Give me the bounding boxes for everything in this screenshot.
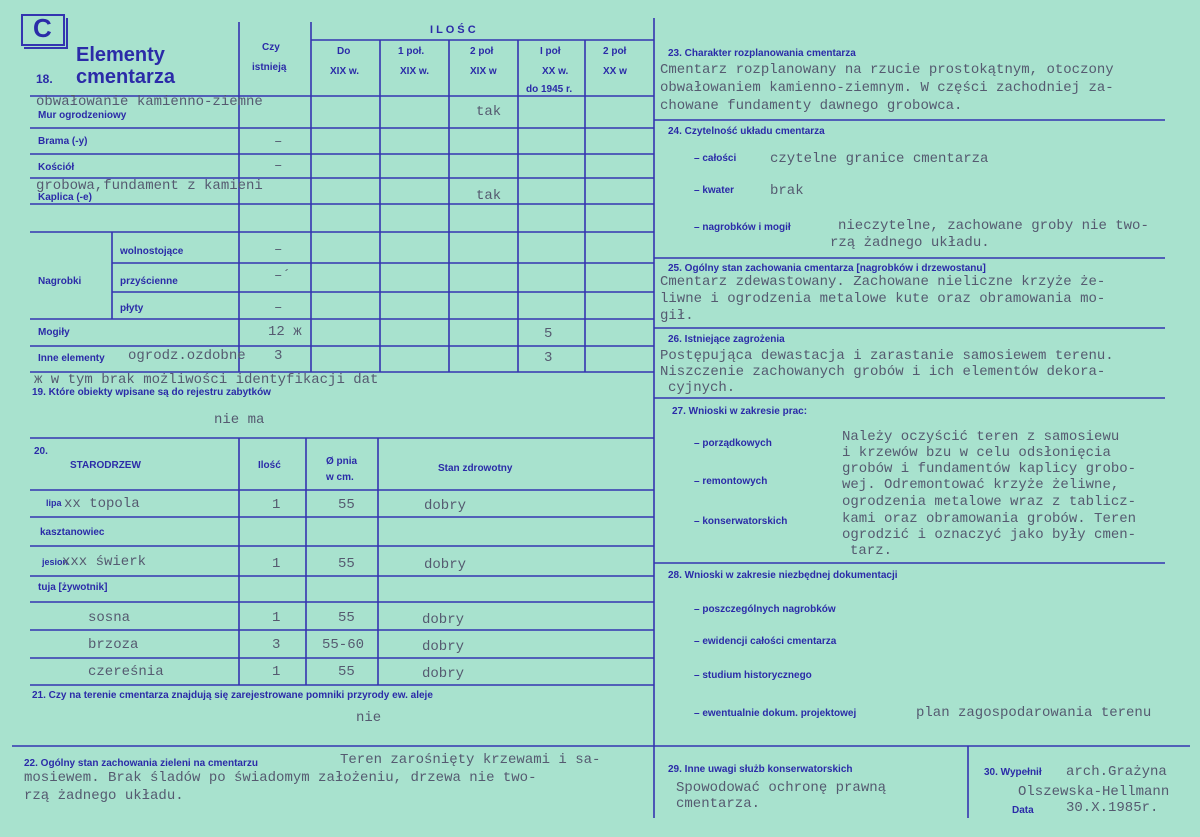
plyty-czy: – <box>274 300 283 316</box>
section-18-number: 18. <box>36 72 53 86</box>
brama-czy: – <box>274 134 283 150</box>
col-2pol-xix-1: 2 poł <box>470 46 494 57</box>
s20-col-stan: Stan zdrowotny <box>438 463 513 474</box>
tree-row-species: xx topola <box>64 496 140 512</box>
s28-item3: – studium historycznego <box>694 670 812 681</box>
s20-number: 20. <box>34 446 48 457</box>
col-czy-2: istnieją <box>252 62 287 73</box>
s24-kwater-value: brak <box>770 183 804 199</box>
col-do-xix-1: Do <box>337 46 351 57</box>
inne-label: Inne elementy <box>38 353 105 364</box>
s27-line: wej. Odremontować krzyże żeliwne, <box>842 477 1120 493</box>
tree-row-trunk: 55 <box>338 497 355 513</box>
wolnostojace-label: wolnostojące <box>120 246 184 257</box>
mur-typed-value: obwałowanie kamienno-ziemne <box>36 94 263 110</box>
inne-czy: 3 <box>274 348 283 364</box>
nagrobki-label: Nagrobki <box>38 276 82 287</box>
tree-row-count: 3 <box>272 637 281 653</box>
przyscienne-czy: –´ <box>274 268 291 284</box>
przyscienne-label: przyścienne <box>120 276 178 287</box>
s27-line: kami oraz obramowania grobów. Teren <box>842 511 1137 527</box>
s30-name1: arch.Grażyna <box>1066 764 1167 780</box>
s21-label: 21. Czy na terenie cmentarza znajdują się zarejestrowane pomniki przyrody ew. aleje <box>32 690 433 701</box>
s26-line1: Postępująca dewastacja i zarastanie samosiewem terenu. <box>660 348 1114 364</box>
tree-row-species: brzoza <box>88 637 139 653</box>
s30-label: 30. Wypełnił <box>984 767 1042 778</box>
tree-row-species: czereśnia <box>88 664 164 680</box>
s22-label: 22. Ogólny stan zachowania zieleni na cmentarzu <box>24 758 258 769</box>
s24-nagrobkow-value-2: rzą żadnego układu. <box>830 235 990 251</box>
s27-line: ogrodzić i oznaczyć jako były cmen- <box>842 527 1137 543</box>
tree-row-label: kasztanowiec <box>40 527 105 538</box>
tree-row-trunk: 55 <box>338 610 355 626</box>
tree-row-species: sosna <box>88 610 131 626</box>
s27-line: i krzewów bzu w celu odsłonięcia <box>842 445 1111 461</box>
s20-col-starodrzew: STARODRZEW <box>70 460 141 471</box>
mogily-label: Mogiły <box>38 327 70 338</box>
s29-label: 29. Inne uwagi służb konserwatorskich <box>668 764 853 775</box>
col-2pol-xx-2: XX w <box>603 66 627 77</box>
s20-col-pnia-2: w cm. <box>326 472 354 483</box>
s27-remontowych: – remontowych <box>694 476 768 487</box>
kosciol-czy: – <box>274 158 283 174</box>
s29-line1: Spowodować ochronę prawną <box>676 780 887 796</box>
s24-calosci-label: – całości <box>694 153 737 164</box>
col-1pol-xx-3: do 1945 r. <box>526 84 573 95</box>
s23-line2: obwałowaniem kamienno-ziemnym. W części zachodniej za- <box>660 80 1114 96</box>
tree-row-trunk: 55-60 <box>322 637 365 653</box>
section-18-title-1: Elementy <box>76 44 165 66</box>
s28-item4-value: plan zagospodarowania terenu <box>916 705 1152 721</box>
tree-row-condition: dobry <box>424 498 467 514</box>
tree-row-trunk: 55 <box>338 664 355 680</box>
section-18-title-2: cmentarza <box>76 66 175 88</box>
ilosc-heading: I L O Ś C <box>430 24 476 36</box>
tree-row-count: 1 <box>272 610 281 626</box>
s29-line2: cmentarza. <box>676 796 761 812</box>
s25-line3: gił. <box>660 308 694 324</box>
tree-row-label: lipa <box>46 498 62 508</box>
tree-row-condition: dobry <box>422 639 465 655</box>
s25-label: 25. Ogólny stan zachowania cmentarza [nagrobków i drzewostanu] <box>668 263 986 274</box>
card-letter: C <box>33 13 52 43</box>
col-do-xix-2: XIX w. <box>330 66 360 77</box>
s24-nagrobkow-label: – nagrobków i mogił <box>694 222 791 233</box>
s22-line3: rzą żadnego układu. <box>24 788 184 804</box>
tree-row-condition: dobry <box>424 557 467 573</box>
col-2pol-xix-2: XIX w <box>470 66 497 77</box>
wolnostojace-czy: – <box>274 242 283 258</box>
brama-label: Brama (-y) <box>38 136 88 147</box>
tree-row-label: jesion <box>42 557 69 567</box>
mogily-1pol-xx: 5 <box>544 326 553 342</box>
s26-line3: cyjnych. <box>668 380 736 396</box>
s20-col-ilosc: Ilość <box>258 460 281 471</box>
s24-kwater-label: – kwater <box>694 185 735 196</box>
kosciol-label: Kościół <box>38 162 75 173</box>
tree-row-species: xxx świerk <box>62 554 147 570</box>
tree-row-count: 1 <box>272 664 281 680</box>
s19-label: 19. Które obiekty wpisane są do rejestru zabytków <box>32 387 271 398</box>
s27-line: grobów i fundamentów kaplicy grobo- <box>842 461 1137 477</box>
tree-row-label: tuja [żywotnik] <box>38 582 108 593</box>
col-czy-1: Czy <box>262 42 280 53</box>
s28-item2: – ewidencji całości cmentarza <box>694 636 837 647</box>
s27-label: 27. Wnioski w zakresie prac: <box>672 406 808 417</box>
s26-line2: Niszczenie zachowanych grobów i ich elementów dekora- <box>660 364 1106 380</box>
col-1pol-xix-2: XIX w. <box>400 66 430 77</box>
s27-line: ogrodzenia metalowe wraz z tablicz- <box>842 494 1137 510</box>
mur-label: Mur ogrodzeniowy <box>38 110 127 121</box>
s22-line1: Teren zarośnięty krzewami i sa- <box>340 752 601 768</box>
s27-porzadkowych: – porządkowych <box>694 438 772 449</box>
s30-name2: Olszewska-Hellmann <box>1018 784 1170 800</box>
mur-2pol-xix: tak <box>476 104 502 120</box>
kaplica-2pol-xix: tak <box>476 188 502 204</box>
s24-label: 24. Czytelność układu cmentarza <box>668 126 825 137</box>
s27-line: tarz. <box>850 543 893 559</box>
s28-label: 28. Wnioski w zakresie niezbędnej dokumentacji <box>668 570 898 581</box>
kaplica-typed-value: grobowa,fundament z kamieni <box>36 178 263 194</box>
s27-line: Należy oczyścić teren z samosiewu <box>842 429 1120 445</box>
s24-nagrobkow-value-1: nieczytelne, zachowane groby nie two- <box>838 218 1149 234</box>
s23-line3: chowane fundamenty dawnego grobowca. <box>660 98 963 114</box>
plyty-label: płyty <box>120 303 144 314</box>
col-1pol-xx-2: XX w. <box>542 66 569 77</box>
s28-item4: – ewentualnie dokum. projektowej <box>694 708 857 719</box>
s27-konserwatorskich: – konserwatorskich <box>694 516 788 527</box>
s25-line1: Cmentarz zdewastowany. Zachowane nieliczne krzyże że- <box>660 274 1106 290</box>
inne-1pol-xx: 3 <box>544 350 553 366</box>
s24-calosci-value: czytelne granice cmentarza <box>770 151 989 167</box>
s30-date: 30.X.1985r. <box>1066 800 1159 816</box>
s23-label: 23. Charakter rozplanowania cmentarza <box>668 48 856 59</box>
tree-row-condition: dobry <box>422 666 465 682</box>
kaplica-label: Kaplica (-e) <box>38 192 92 203</box>
tree-row-count: 1 <box>272 556 281 572</box>
tree-row-count: 1 <box>272 497 281 513</box>
tree-row-trunk: 55 <box>338 556 355 572</box>
s19-value: nie ma <box>214 412 265 428</box>
s30-data-label: Data <box>1012 805 1034 816</box>
tree-row-condition: dobry <box>422 612 465 628</box>
col-1pol-xx-1: I poł <box>540 46 561 57</box>
s22-line2: mosiewem. Brak śladów po świadomym założeniu, drzewa nie two- <box>24 770 537 786</box>
inne-typed-value: ogrodz.ozdobne <box>128 348 246 364</box>
footnote: ж w tym brak możliwości identyfikacji dat <box>34 372 379 388</box>
col-1pol-xix-1: 1 poł. <box>398 46 425 57</box>
s28-item1: – poszczególnych nagrobków <box>694 604 836 615</box>
s25-line2: liwne i ogrodzenia metalowe kute oraz obramowania mo- <box>660 291 1106 307</box>
s21-value: nie <box>356 710 382 726</box>
s20-col-pnia-1: Ø pnia <box>326 456 358 467</box>
mogily-czy: 12 ж <box>268 324 302 340</box>
col-2pol-xx-1: 2 poł <box>603 46 627 57</box>
s26-label: 26. Istniejące zagrożenia <box>668 334 785 345</box>
s23-line1: Cmentarz rozplanowany na rzucie prostokątnym, otoczony <box>660 62 1114 78</box>
